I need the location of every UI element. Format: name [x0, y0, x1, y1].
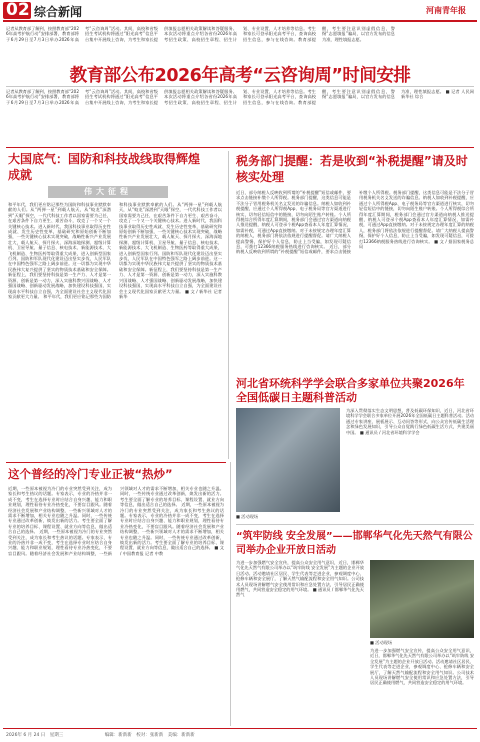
- gas-story-text-2: 为进一步加强燃气安全宣传，提高公众安全用气意识，近日，邯郸华气化先天然气有限公司举办以“筑牢防线 安全发展”为主题的企业开放日活动。活动邀请社区居民、学生代表等走进企业，参观调度中心、抢修车辆和安全展厅，了解天然气输配流程和安全用气知识。公司技术人员现场讲解燃气安全使用常识和应急处置方法，引导居民正确使用燃气，共同营造安全稳定的用气环境。: [370, 648, 474, 686]
- hot-major-text-3: 近期，一些原本被视为冷门的专业突然受到关注，成为家长和考生热议的话题。专家表示，专业的冷热并非一成不变，考生在选择专业时应结合自身兴趣、能力和职业规划，理性看待专业冷热变化，不要盲目跟风。随着经济社会发展和产业结构调整，一些新兴领域对人才的需求不断增加，相关专业也随之升温。同时，一些传统专业通过改革创新，焕发出新的活力。考生要全面了解专业的培养目标、课程设置、就业方向等信息，做出适合自己的选择。: [120, 502, 224, 551]
- gas-story-byline: ■ 通讯员 / 邯郸华气化先天然气: [236, 587, 364, 598]
- header-rule: [3, 20, 477, 22]
- footer-date: 2026年 6 月 24 日 星期三: [6, 733, 64, 738]
- hot-major-headline: 这个普经的冷门专业正被“热炒”: [8, 467, 173, 481]
- page-number-badge: [3, 2, 31, 19]
- top-story-body: [6, 26, 474, 60]
- hebei-story-headline: 河北省环统科学学会联合多家单位共聚2026年全国低碳日主题科普活动: [236, 377, 465, 404]
- left-story-headline: 大国底气：国防和科技战线取得辉煌成就: [8, 152, 201, 182]
- section-title: 综合新闻: [34, 5, 83, 19]
- column-divider-2: [230, 462, 231, 726]
- left-story-text: 和平年代，我们更应铭记那些为国防和科技事业默默奉献的人们。从“两弹一星”到载人航天，从“蛟龙”深潜到“天眼”探空，一代代科技工作者以国家需要为己任，在艰苦条件下自力更生、艰苦奋斗，攻克了一个又一个关键核心技术。进入新时代，我国科技事业取得历史性成就、发生历史性变革，基础研究和原始创新不断加强，一些关键核心技术实现突破，战略性新兴产业发展壮大，载人航天、探月探火、深海深地探测、超级计算机、卫星导航、量子信息、核电技术、新能源技术、大飞机制造、生物医药等取得重大成果，进入创新型国家行列。国防和军队现代化建设迈出坚实步伐，人民军队在中国特色强军之路上阔步前进。这一切都为实现中华民族伟大复兴提供了坚实的物质技术基础和安全保障。新征程上，我们要坚持科技是第一生产力、人才是第一资源、创新是第一动力，深入实施科教兴国战略、人才强国战略、创新驱动发展战略，加快建设科技强国，实现高水平科技自立自强，为全面建设社会主义现代化国家贡献更大力量。: [8, 202, 111, 299]
- brand-logo: 河南青年报: [426, 6, 466, 15]
- hot-major-byline: ■ 文 / 中国教育报 记者 中教: [120, 545, 224, 556]
- top-story-text: 记者从教育部了解到，按照教育部“2026年高考护航行动”安排部署，教育部将于6月29日至7月3日举办2026年高考“云咨询周”活动。其间，高校和省级招生考试机构将通过“阳光高考”信息平台集中开展线上咨询，为考生和家长提供填报志愿相关政策解读和答疑服务。本次活动将重点介绍各省份2026年高考招生政策、高校招生章程、招生计划、专业设置、人才培养等信息。考生和家长可登录阳光高考平台，查询高校招生信息，参与在线咨询。教育部提醒，考生要注意识别虚假信息，警惕“志愿填报”骗局，以官方发布的信息为准，理性填报志愿。: [6, 26, 395, 42]
- hot-major-text: 近期，一些原本被视为冷门的专业突然受到关注，成为家长和考生热议的话题。专家表示，专业的冷热并非一成不变，考生在选择专业时应结合自身兴趣、能力和职业规划，理性看待专业冷热变化，不要盲目跟风。随着经济社会发展和产业结构调整，一些新兴领域对人才的需求不断增加，相关专业也随之升温。同时，一些传统专业通过改革创新，焕发出新的活力。考生要全面了解专业的培养目标、课程设置、就业方向等信息，做出适合自己的选择。: [8, 486, 112, 535]
- column-divider: [228, 151, 229, 459]
- hebei-photo-caption: ■ 活动现场: [236, 514, 259, 519]
- tax-story-headline: 税务部门提醒：若是收到“补税提醒”请及时核实处理: [236, 154, 468, 184]
- gas-story-headline: “筑牢防线 安全发展”——邯郸华气化先天然气有限公司举办企业开放日活动: [236, 531, 473, 556]
- gas-story-body-2: [370, 648, 474, 724]
- hebei-story-photo: [236, 408, 340, 512]
- top-story-byline: ■ 记者 人民网 新华社 综合: [401, 89, 474, 100]
- tax-story-text: 近日，部分纳税人反映收到所谓的“补税提醒”短信或邮件，要求点击链接补缴个人所得税。税务部门提醒，这类信息可能是不法分子冒用税务机关名义发送的诈骗信息。纳税人如收到补税提醒，应通过个人所得税App、电子税务局等官方渠道进行核实，切勿轻信短信中的链接，切勿向陌生账户转账。个人所得税综合所得年度汇算期间，税务部门会通过官方渠道向纳税人推送提醒，纳税人可登录个税App查看本人年度汇算情况，如需补税，可通过App直接缴纳。对于未按规定办理年度汇算的纳税人，税务部门将依法依规进行提醒督促。请广大纳税人提高警惕，保护好个人信息，防止上当受骗，如发现可疑信息，可拨打12366纳税服务热线进行咨询核实。: [236, 190, 351, 250]
- footer-rule: [3, 728, 477, 729]
- left-story-byline: ■ 文 / 新华社 记者 新华: [119, 288, 222, 299]
- tax-story-byline: ■ 文 / 据国家税务总局: [359, 238, 474, 250]
- top-story-rule: [6, 86, 474, 87]
- gas-story-body: [236, 560, 364, 724]
- top-story-text-2: 记者从教育部了解到，按照教育部“2026年高考护航行动”安排部署，教育部将于6月29日至7月3日举办2026年高考“云咨询周”活动。其间，高校和省级招生考试机构将通过“阳光高考”信息平台集中开展线上咨询，为考生和家长提供填报志愿相关政策解读和答疑服务。本次活动将重点介绍各省份2026年高考招生政策、高校招生章程、招生计划、专业设置、人才培养等信息。考生和家长可登录阳光高考平台，查询高校招生信息，参与在线咨询。教育部提醒，考生要注意识别虚假信息，警惕“志愿填报”骗局，以官方发布的信息为准，理性填报志愿。: [6, 89, 445, 105]
- hot-major-body: [8, 486, 224, 724]
- gas-story-photo: [370, 560, 474, 638]
- kicker-label: 伟大征程: [84, 187, 132, 196]
- tax-story-body: [236, 190, 474, 370]
- hebei-story-byline: ■ 通讯员 / 河北省环境科学学会: [359, 429, 420, 435]
- top-story-headline: 教育部公布2026年高考“云咨询周”时间安排: [69, 66, 411, 86]
- gas-photo-caption: ■ 活动现场: [370, 640, 393, 645]
- footer-editors: 编辑：新新新 校对：张新新 美编：新新新: [104, 733, 195, 738]
- left-story-text-2: 和平年代，我们更应铭记那些为国防和科技事业默默奉献的人们。从“两弹一星”到载人航天，从“蛟龙”深潜到“天眼”探空，一代代科技工作者以国家需要为己任，在艰苦条件下自力更生、艰苦奋斗，攻克了一个又一个关键核心技术。进入新时代，我国科技事业取得历史性成就、发生历史性变革，基础研究和原始创新不断加强，一些关键核心技术实现突破，战略性新兴产业发展壮大，载人航天、探月探火、深海深地探测、超级计算机、卫星导航、量子信息、核电技术、新能源技术、大飞机制造、生物医药等取得重大成果，进入创新型国家行列。国防和军队现代化建设迈出坚实步伐，人民军队在中国特色强军之路上阔步前进。这一切都为实现中华民族伟大复兴提供了坚实的物质技术基础和安全保障。新征程上，我们要坚持科技是第一生产力、人才是第一资源、创新是第一动力，深入实施科教兴国战略、人才强国战略、创新驱动发展战略，加快建设科技强国，实现高水平科技自立自强，为全面建设社会主义现代化国家贡献更大力量。: [43, 202, 222, 299]
- left-story-body: [8, 202, 222, 460]
- top-story-continued: [6, 89, 474, 143]
- tax-story-text-2: 近日，部分纳税人反映收到所谓的“补税提醒”短信或邮件，要求点击链接补缴个人所得税。税务部门提醒，这类信息可能是不法分子冒用税务机关名义发送的诈骗信息。纳税人如收到补税提醒，应通过个人所得税App、电子税务局等官方渠道进行核实，切勿轻信短信中的链接，切勿向陌生账户转账。个人所得税综合所得年度汇算期间，税务部门会通过官方渠道向纳税人推送提醒，纳税人可登录个税App查看本人年度汇算情况，如需补税，可通过App直接缴纳。对于未按规定办理年度汇算的纳税人，税务部门将依法依规进行提醒督促。请广大纳税人提高警惕，保护好个人信息，防止上当受骗，如发现可疑信息，可拨打12366纳税服务热线进行咨询核实。: [236, 190, 474, 255]
- gas-story-text: 为进一步加强燃气安全宣传，提高公众安全用气意识，近日，邯郸华气化先天然气有限公司举办以“筑牢防线 安全发展”为主题的企业开放日活动。活动邀请社区居民、学生代表等走进企业，参观调度中心、抢修车辆和安全展厅，了解天然气输配流程和安全用气知识。公司技术人员现场讲解燃气安全使用常识和应急处置方法，引导居民正确使用燃气，共同营造安全稳定的用气环境。: [236, 560, 364, 593]
- hebei-story-text: 为深入贯彻落实生态文明思想，普及低碳环保知识，近日，河北省环境科学学会联合多家单位开展2026年全国低碳日主题科普活动。活动通过专家讲座、展板展示、互动问答等形式，向公众宣传低碳生活理念和绿色发展知识，引导公众自觉践行绿色低碳生活方式，共建美丽中国。: [346, 408, 474, 435]
- kicker-box: [48, 186, 168, 198]
- section-rule-1: [6, 147, 474, 148]
- mid-divider: [236, 524, 474, 525]
- page-number: 02: [6, 0, 30, 20]
- section-rule-2: [6, 462, 226, 463]
- footer: [6, 731, 474, 740]
- hot-major-text-2: 近期，一些原本被视为冷门的专业突然受到关注，成为家长和考生热议的话题。专家表示，专业的冷热并非一成不变，考生在选择专业时应结合自身兴趣、能力和职业规划，理性看待专业冷热变化，不要盲目跟风。随着经济社会发展和产业结构调整，一些新兴领域对人才的需求不断增加，相关专业也随之升温。同时，一些传统专业通过改革创新，焕发出新的活力。考生要全面了解专业的培养目标、课程设置、就业方向等信息，做出适合自己的选择。: [8, 486, 224, 556]
- hebei-story-body: [346, 408, 474, 520]
- page-header: [0, 0, 480, 20]
